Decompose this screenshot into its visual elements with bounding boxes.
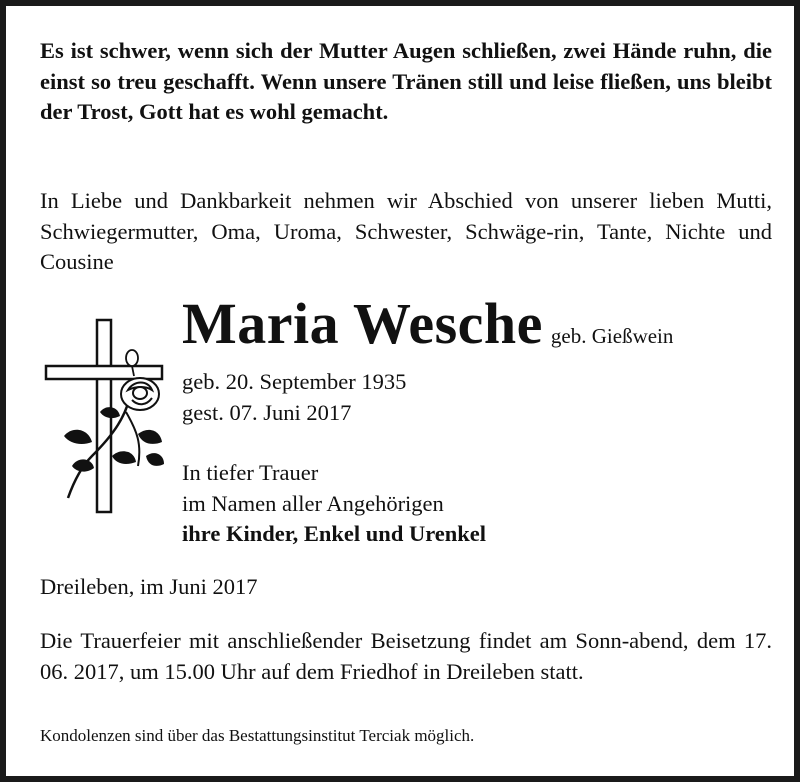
mourning-line: In tiefer Trauer bbox=[182, 460, 319, 485]
condolence-note: Kondolenzen sind über das Bestattungsinstitut Terciak möglich. bbox=[40, 726, 475, 745]
mourners-block bbox=[182, 458, 486, 550]
family-signature: ihre Kinder, Enkel und Urenkel bbox=[182, 521, 487, 546]
maiden-name: geb. Gießwein bbox=[550, 324, 674, 348]
life-dates bbox=[182, 366, 406, 428]
verse-text: Es ist schwer, wenn sich der Mutter Augen schließen, zwei Hände ruhn, die einst so treu geschafft. Wenn unsere Tränen still und leise fließen, uns bleibt der Trost, Gott hat es wohl gemacht. bbox=[40, 38, 772, 124]
service-info: Die Trauerfeier mit anschließender Beisetzung findet am Sonn-abend, dem 17. 06. 2017, um 15.00 Uhr auf dem Friedhof in Dreileben statt. bbox=[40, 628, 772, 684]
place-date: Dreileben, im Juni 2017 bbox=[40, 574, 258, 599]
deceased-name-block bbox=[182, 292, 673, 356]
death-date: gest. 07. Juni 2017 bbox=[182, 400, 352, 425]
cross-with-rose-icon bbox=[42, 316, 168, 516]
relatives-line: im Namen aller Angehörigen bbox=[182, 490, 444, 516]
birth-date: geb. 20. September 1935 bbox=[182, 369, 407, 394]
deceased-name: Maria Wesche bbox=[182, 291, 543, 356]
intro-text: In Liebe und Dankbarkeit nehmen wir Abschied von unserer lieben Mutti, Schwiegermutter, Oma, Uroma, Schwester, Schwäge-rin, Tante, Nichte und Cousine bbox=[40, 188, 772, 274]
